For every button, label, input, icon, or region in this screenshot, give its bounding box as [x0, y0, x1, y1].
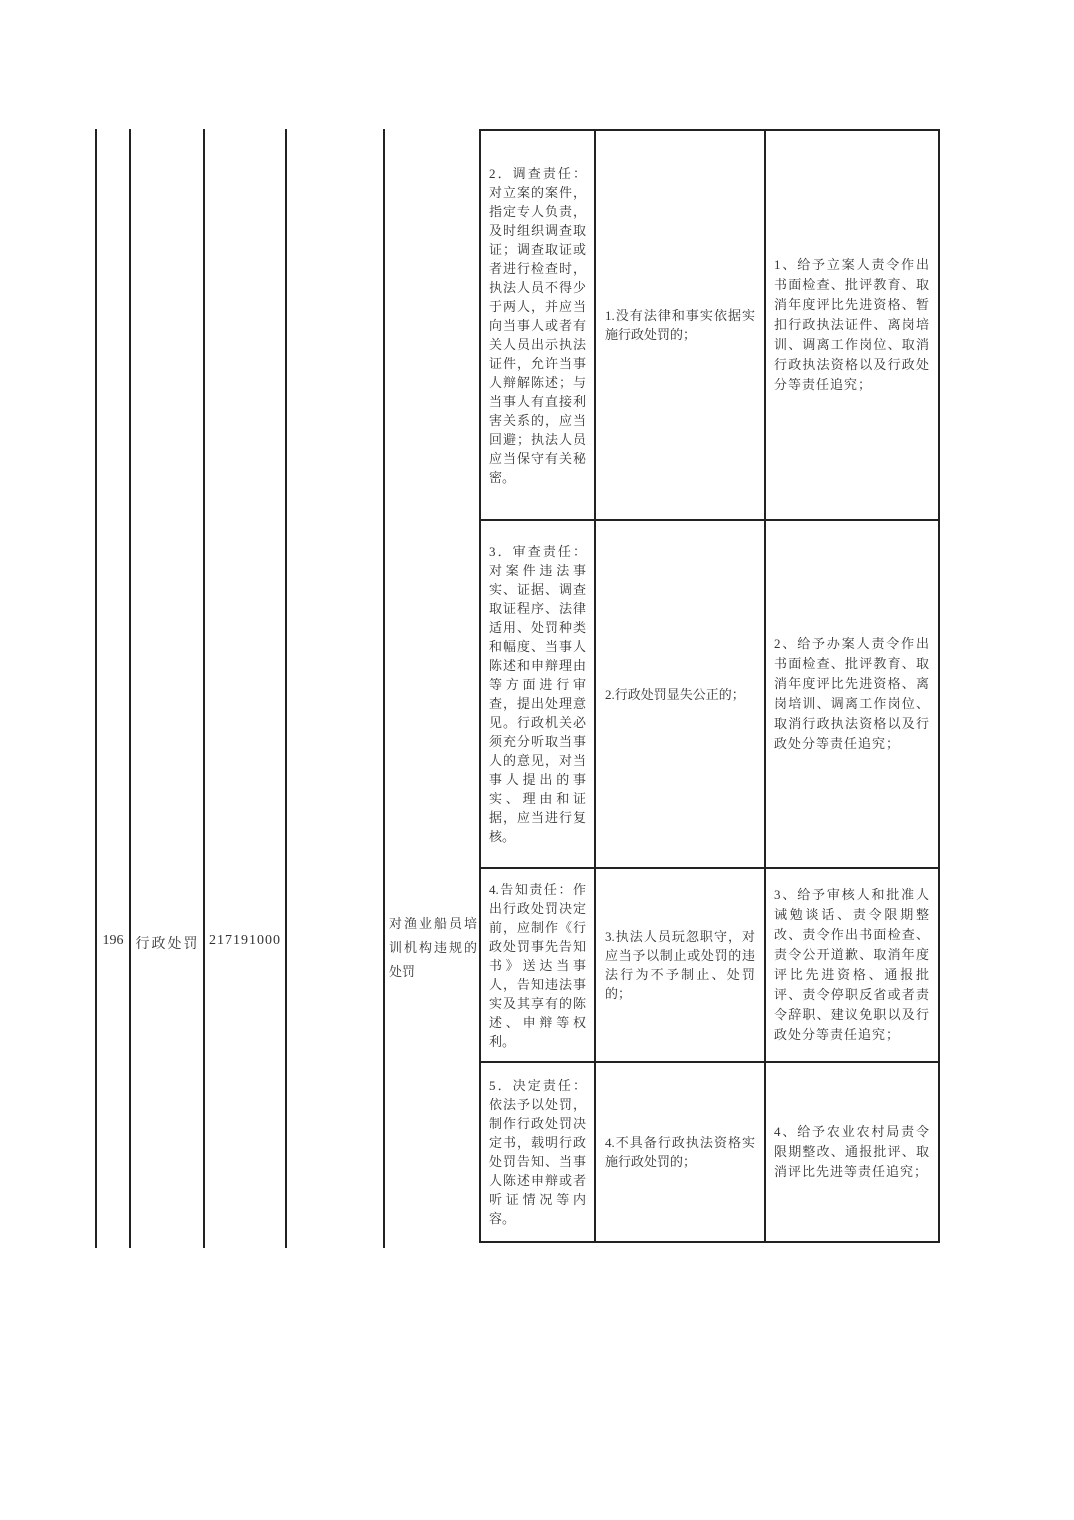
duty-text: 5．决定责任：依法予以处罚，制作行政处罚决定书，载明行政处罚告知、当事人陈述申辩或者听证情况等内容。 — [489, 1078, 586, 1226]
violation-cell — [596, 1063, 766, 1241]
responsibility-table — [479, 129, 940, 1243]
duty-cell — [481, 869, 596, 1063]
violation-cell — [596, 131, 766, 521]
duty-cell — [481, 1063, 596, 1241]
accountability-text: 3、给予审核人和批准人诫勉谈话、责令限期整改、责令作出书面检查、责令公开道歉、取消年度评比先进资格、通报批评、责令停职反省或者责令辞职、建议免职以及行政处分等责任追究； — [774, 887, 930, 1042]
accountability-text: 4、给予农业农村局责令限期整改、通报批评、取消评比先进等责任追究； — [774, 1124, 930, 1179]
column-divider-line — [383, 129, 385, 1248]
violation-text: 3.执法人员玩忽职守，对应当予以制止或处罚的违法行为不予制止、处罚的； — [605, 929, 755, 1001]
duty-cell — [481, 521, 596, 869]
violation-cell — [596, 521, 766, 869]
column-divider-line — [129, 129, 131, 1248]
column-divider-line — [95, 129, 97, 1248]
violation-text: 4.不具备行政执法资格实施行政处罚的； — [605, 1135, 755, 1169]
entry-name: 对渔业船员培训机构违规的处罚 — [389, 916, 477, 979]
column-divider-line — [285, 129, 287, 1248]
entry-sequence-number: 196 — [102, 933, 124, 948]
accountability-text: 1、给予立案人责令作出书面检查、批评教育、取消年度评比先进资格、暂扣行政执法证件、离岗培训、调离工作岗位、取消行政执法资格以及行政处分等责任追究； — [774, 257, 930, 392]
violation-cell — [596, 869, 766, 1063]
duty-cell — [481, 131, 596, 521]
accountability-cell — [766, 869, 938, 1063]
accountability-cell — [766, 521, 938, 869]
duty-text: 2．调查责任：对立案的案件，指定专人负责，及时组织调查取证；调查取证或者进行检查时，执法人员不得少于两人，并应当向当事人或者有关人员出示执法证件，允许当事人辩解陈述；与当事人有直接利害关系的，应当回避；执法人员应当保守有关秘密。 — [489, 165, 586, 485]
accountability-cell — [766, 1063, 938, 1241]
accountability-cell — [766, 131, 938, 521]
violation-text: 2.行政处罚显失公正的； — [605, 686, 745, 702]
entry-code: 217191000 — [209, 933, 281, 948]
violation-text: 1.没有法律和事实依据实施行政处罚的； — [605, 308, 755, 342]
power-type-label: 行政处罚 — [135, 937, 200, 952]
accountability-text: 2、给予办案人责令作出书面检查、批评教育、取消年度评比先进资格、离岗培训、调离工作岗位、取消行政执法资格以及行政处分等责任追究； — [774, 636, 930, 751]
duty-text: 3．审查责任：对案件违法事实、证据、调查取证程序、法律适用、处罚种类和幅度、当事人陈述和申辩理由等方面进行审查，提出处理意见。行政机关必须充分听取当事人的意见，对当事人提出的事实、理由和证据，应当进行复核。 — [489, 544, 586, 844]
duty-text: 4.告知责任：作出行政处罚决定前，应制作《行政处罚事先告知书》送达当事人，告知违法事实及其享有的陈述、申辩等权利。 — [489, 881, 586, 1049]
column-divider-line — [203, 129, 205, 1248]
